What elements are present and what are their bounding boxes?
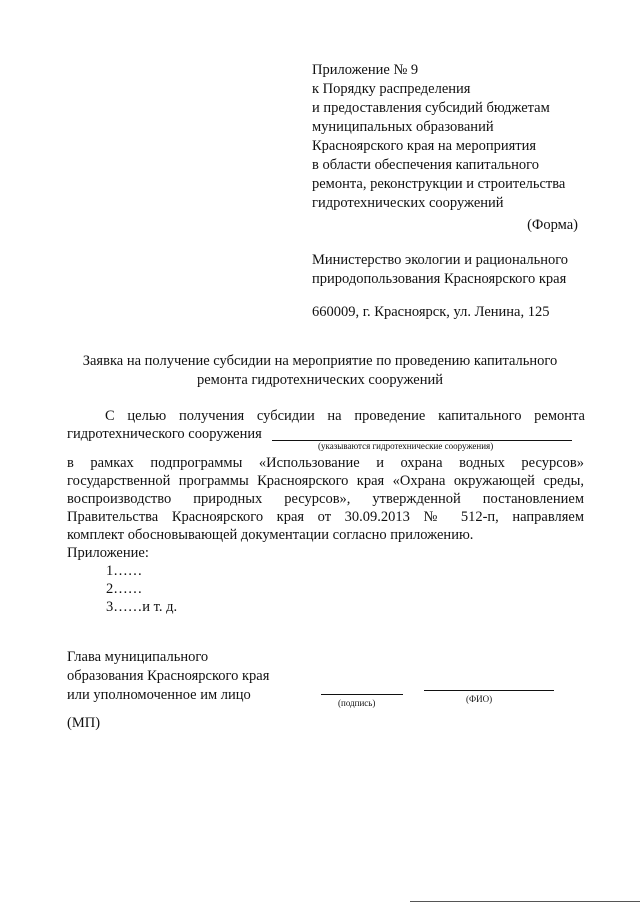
signatory-line: образования Красноярского края: [67, 668, 270, 684]
body-line-1: С целью получения субсидии на проведение капитального ремонта: [105, 408, 585, 424]
signatory-line: Глава муниципального: [67, 649, 209, 665]
body-line-2-prefix: гидротехнического сооружения: [67, 426, 262, 442]
appendix-header-line: Приложение № 9: [312, 62, 419, 78]
body-paragraph-line: в рамках подпрограммы «Использование и охрана водных ресурсов»: [67, 455, 584, 471]
attachment-item: 2……: [106, 581, 143, 597]
hydro-structure-field-hint: (указываются гидротехнические сооружения): [318, 441, 494, 451]
addressee-address: 660009, г. Красноярск, ул. Ленина, 125: [312, 304, 550, 320]
appendix-header-line: и предоставления субсидий бюджетам: [312, 100, 550, 116]
appendix-header-line: ремонта, реконструкции и строительства: [312, 176, 566, 192]
attachment-item: 1……: [106, 563, 143, 579]
attachment-item: 3……и т. д.: [106, 599, 178, 615]
body-paragraph-line: государственной программы Красноярского края «Охрана окружающей среды,: [67, 473, 584, 489]
body-paragraph-line: Правительства Красноярского края от 30.09.2013 № 512-п, направляем: [67, 509, 584, 525]
signatory: [67, 648, 269, 705]
signature-field[interactable]: [321, 694, 403, 695]
document-title-line: Заявка на получение субсидии на мероприятие по проведению капитального: [82, 353, 558, 369]
scan-edge-line: [410, 901, 640, 902]
appendix-header-line: муниципальных образований: [312, 119, 494, 135]
addressee-line: Министерство экологии и рационального: [312, 252, 569, 268]
body-paragraph-last: комплект обосновывающей документации согласно приложению.: [67, 527, 474, 543]
appendix-header-line: к Порядку распределения: [312, 81, 471, 97]
addressee-line: природопользования Красноярского края: [312, 271, 567, 287]
stamp-placeholder: (МП): [67, 715, 101, 731]
addressee: [312, 251, 568, 289]
full-name-field[interactable]: [424, 690, 554, 691]
appendix-header-line: гидротехнических сооружений: [312, 195, 504, 211]
appendix-header-line: Красноярского края на мероприятия: [312, 138, 537, 154]
signatory-line: или уполномоченное им лицо: [67, 687, 251, 703]
appendix-header-line: в области обеспечения капитального: [312, 157, 539, 173]
body-paragraph-line: воспроизводство природных ресурсов», утвержденной постановлением: [67, 491, 584, 507]
document-title: [0, 352, 640, 390]
document-title-line: ремонта гидротехнических сооружений: [197, 372, 443, 388]
signature-field-hint: (подпись): [338, 698, 376, 708]
appendix-header: [312, 61, 565, 213]
attachment-label: Приложение:: [67, 545, 149, 561]
full-name-field-hint: (ФИО): [466, 694, 493, 704]
form-label: (Форма): [527, 217, 578, 233]
